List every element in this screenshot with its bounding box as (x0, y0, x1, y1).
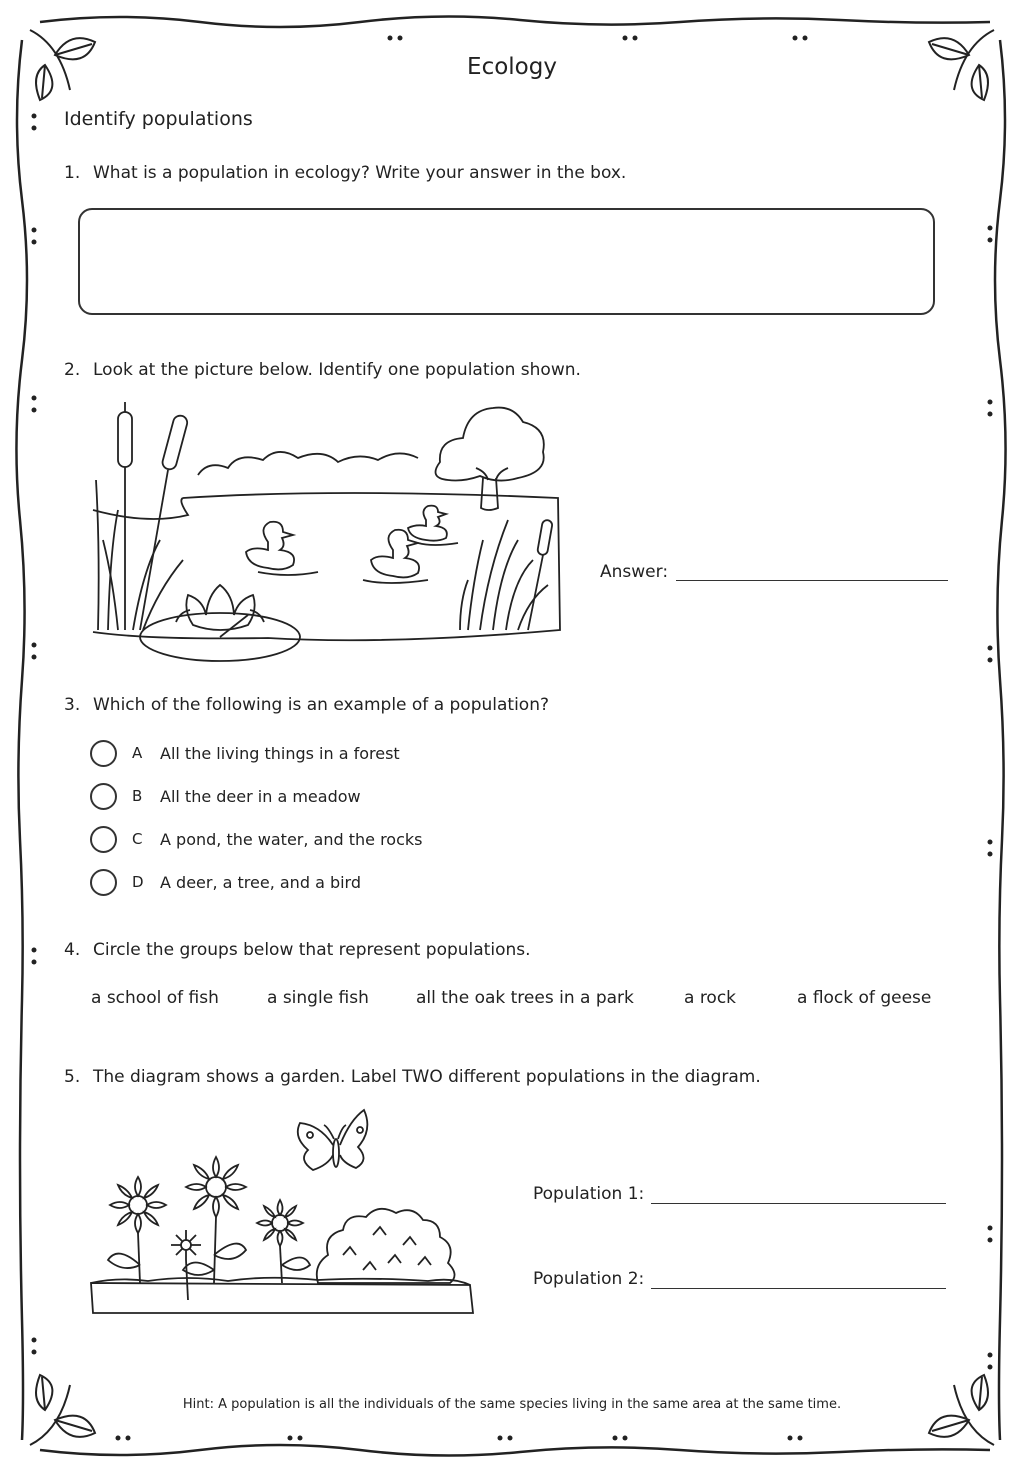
option-c[interactable] (90, 824, 423, 854)
daisy-icon (108, 1177, 166, 1283)
option-text: All the deer in a meadow (160, 786, 361, 806)
group-option[interactable]: a rock (684, 988, 737, 1008)
option-d[interactable] (90, 867, 361, 897)
cattail-icon (96, 402, 189, 630)
group-option[interactable]: a flock of geese (797, 988, 932, 1008)
group-option[interactable]: a school of fish (91, 988, 219, 1008)
population-2-line[interactable] (651, 1288, 946, 1289)
question-4 (64, 940, 531, 960)
answer-line[interactable] (676, 580, 948, 581)
population-1-label: Population 1: (533, 1184, 645, 1204)
question-text: Circle the groups below that represent populations. (93, 940, 531, 960)
question-5 (64, 1067, 761, 1087)
garden-illustration (88, 1105, 478, 1317)
option-a[interactable] (90, 738, 400, 768)
water-lily-icon (140, 585, 300, 661)
question-number: 3. (64, 695, 81, 715)
section-title: Identify populations (64, 108, 253, 130)
duck-icon (408, 506, 458, 545)
question-3 (64, 695, 549, 715)
option-letter: C (132, 830, 143, 848)
radio-circle[interactable] (90, 826, 117, 853)
option-letter: D (132, 873, 144, 891)
daisy-icon (183, 1157, 246, 1283)
duck-icon (246, 522, 318, 575)
option-text: A pond, the water, and the rocks (160, 829, 423, 849)
question-text: The diagram shows a garden. Label TWO different populations in the diagram. (93, 1067, 761, 1087)
question-text: Which of the following is an example of a population? (93, 695, 550, 715)
page-title: Ecology (467, 54, 557, 80)
population-2-label: Population 2: (533, 1269, 645, 1289)
question-text: Look at the picture below. Identify one population shown. (93, 360, 581, 380)
option-letter: B (132, 787, 143, 805)
option-letter: A (132, 744, 143, 762)
question-number: 1. (64, 163, 81, 183)
daisy-icon (171, 1230, 201, 1300)
radio-circle[interactable] (90, 783, 117, 810)
question-2 (64, 360, 581, 380)
option-text: A deer, a tree, and a bird (160, 872, 362, 892)
pond-illustration (88, 400, 568, 665)
radio-circle[interactable] (90, 740, 117, 767)
population-1-line[interactable] (651, 1203, 946, 1204)
butterfly-icon (298, 1110, 368, 1170)
answer-box[interactable] (78, 208, 935, 315)
shrub-icon (317, 1209, 455, 1283)
question-1 (64, 163, 626, 183)
question-number: 4. (64, 940, 81, 960)
option-b[interactable] (90, 781, 361, 811)
group-option[interactable]: a single fish (267, 988, 369, 1008)
question-number: 5. (64, 1067, 81, 1087)
group-option[interactable]: all the oak trees in a park (416, 988, 634, 1008)
option-text: All the living things in a forest (160, 743, 400, 763)
daisy-icon (257, 1200, 310, 1283)
question-number: 2. (64, 360, 81, 380)
radio-circle[interactable] (90, 869, 117, 896)
hint-text: Hint: A population is all the individuals of the same species living in the same area at the same time. (182, 1397, 842, 1412)
question-text: What is a population in ecology? Write your answer in the box. (93, 163, 627, 183)
answer-label: Answer: (600, 562, 669, 582)
